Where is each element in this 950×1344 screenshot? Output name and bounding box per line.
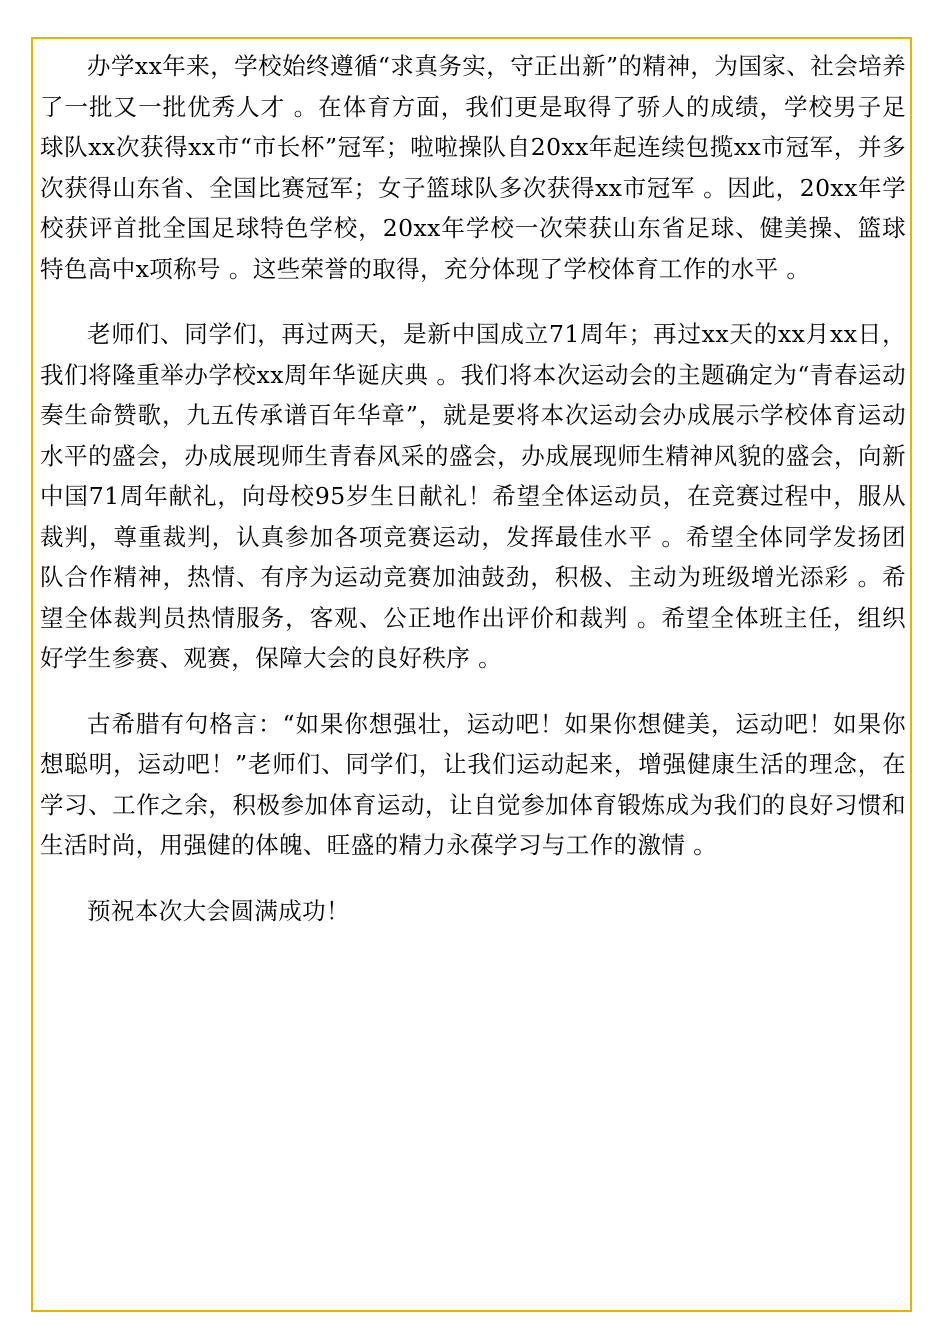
document-body [40, 46, 906, 956]
paragraph-sports-meet-theme: 老师们、同学们，再过两天，是新中国成立71周年；再过xx天的xx月xx日，我们将隆重举办学校xx周年华诞庆典 。我们将本次运动会的主题确定为“青春运动奏生命赞歌，九五传承谱百年华章”，就是要将本次运动会办成展示学校体育运动水平的盛会，办成展现师生青春风采的盛会，办成展现师生精神风貌的盛会，向新中国71周年献礼，向母校95岁生日献礼！希望全体运动员，在竞赛过程中，服从裁判，尊重裁判，认真参加各项竞赛运动，发挥最佳水平 。希望全体同学发扬团队合作精神，热情、有序为运动竞赛加油鼓劲，积极、主动为班级增光添彩 。希望全体裁判员热情服务，客观、公正地作出评价和裁判 。希望全体班主任，组织好学生参赛、观赛，保障大会的良好秩序 。 [40, 320, 906, 672]
paragraph-closing-wish: 预祝本次大会圆满成功！ [87, 896, 350, 925]
paragraph-greek-motto: 古希腊有句格言：“如果你想强壮，运动吧！如果你想健美，运动吧！如果你想聪明，运动吧！”老师们、同学们，让我们运动起来，增强健康生活的理念，在学习、工作之余，积极参加体育运动，让自觉参加体育锻炼成为我们的良好习惯和生活时尚，用强健的体魄、旺盛的精力永葆学习与工作的激情 。 [40, 709, 906, 859]
paragraph-achievements: 办学xx年来，学校始终遵循“求真务实，守正出新”的精神，为国家、社会培养了一批又一批优秀人才 。在体育方面，我们更是取得了骄人的成绩，学校男子足球队xx次获得xx市“市长杯”冠军；啦啦操队自20xx年起连续包揽xx市冠军，并多次获得山东省、全国比赛冠军；女子篮球队多次获得xx市冠军 。因此，20xx年学校获评首批全国足球特色学校，20xx年学校一次荣获山东省足球、健美操、篮球特色高中x项称号 。这些荣誉的取得，充分体现了学校体育工作的水平 。 [40, 52, 906, 283]
